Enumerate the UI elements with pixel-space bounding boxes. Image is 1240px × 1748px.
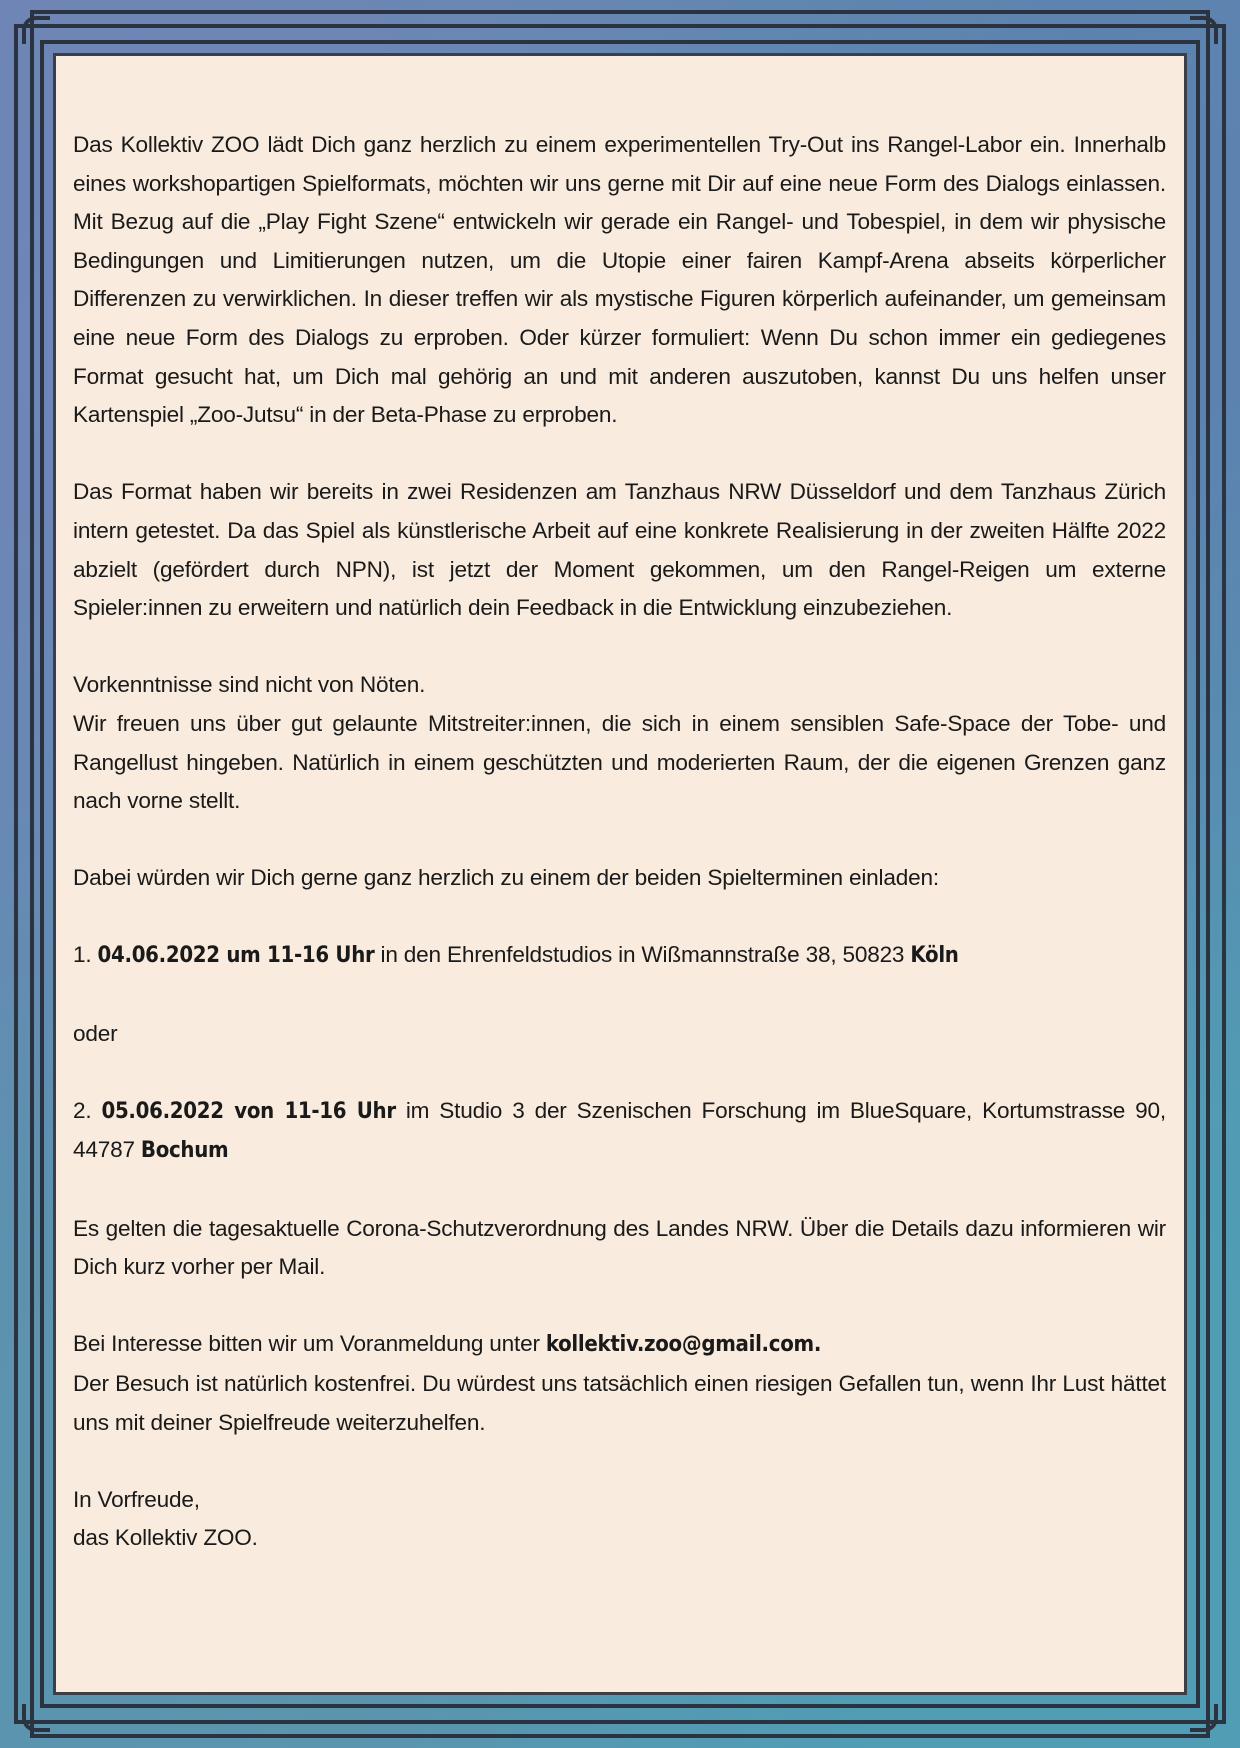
closing-signature: das Kollektiv ZOO. xyxy=(73,1525,258,1551)
date-location: in den Ehrenfeldstudios in Wißmannstraße 38, 50823 xyxy=(374,942,911,968)
corona-paragraph: Es gelten die tagesaktuelle Corona-Schutzverordnung des Landes NRW. Über die Details dazu informieren wir Dich kurz vorher per Mail. xyxy=(73,1215,1166,1280)
free-paragraph: Der Besuch ist natürlich kostenfrei. Du würdest uns tatsächlich einen riesigen Gefallen tun, wenn Ihr Lust hättet uns mit deiner Spielfreude weiterzuhelfen. xyxy=(73,1371,1166,1435)
date-city: Bochum xyxy=(140,1138,229,1164)
date-city: Köln xyxy=(910,943,959,969)
date-time: 04.06.2022 um 11-16 Uhr xyxy=(97,943,375,969)
date-entry-2 xyxy=(73,1092,1166,1171)
date-entry-1 xyxy=(73,936,1166,976)
contact-email: kollektiv.zoo@gmail.com. xyxy=(545,1332,822,1358)
prerequisites-line: Vorkenntnisse sind nicht von Nöten. xyxy=(73,672,426,698)
frame-corner-bottom-left xyxy=(22,1704,50,1732)
closing-line-1: In Vorfreude, xyxy=(73,1486,200,1512)
invite-line: Dabei würden wir Dich gerne ganz herzlich zu einem der beiden Spielterminen einladen: xyxy=(73,865,939,891)
intro-paragraph: Das Kollektiv ZOO lädt Dich ganz herzlich zu einem experimentellen Try-Out ins Rangel-Labor ein. Innerhalb eines workshopartigen Spielformats, möchten wir uns gerne mit Dir auf eine neue Form des Dialogs einlassen. Mit Bezug auf die „Play Fight Szene“ entwickeln wir gerade ein Rangel- und Tobespiel, in dem wir physische Bedingungen und Limitierungen nutzen, um die Utopie einer fairen Kampf-Arena abseits körperlicher Differenzen zu verwirklichen. In dieser treffen wir als mystische Figuren körperlich aufeinander, um gemeinsam eine neue Form des Dialogs zu erproben. Oder kürzer formuliert: Wenn Du schon immer ein gediegenes Format gesucht hat, um Dich mal gehörig an und mit anderen auszutoben, kannst Du uns helfen unser Kartenspiel „Zoo-Jutsu“ in der Beta-Phase zu erproben. xyxy=(73,132,1166,428)
frame-corner-top-left xyxy=(22,16,50,44)
invitation-letter xyxy=(53,53,1187,1695)
date-location: im Studio 3 der Szenischen Forschung im BlueSquare, Kortumstrasse 90, 44787 xyxy=(73,1097,1166,1163)
or-line: oder xyxy=(73,1020,118,1046)
date-number: 2. xyxy=(73,1097,102,1123)
signup-line xyxy=(73,1325,1166,1365)
welcome-paragraph: Wir freuen uns über gut gelaunte Mitstreiter:innen, die sich in einem sensiblen Safe-Space der Tobe- und Rangellust hingeben. Natürlich in einem geschützten und moderierten Raum, der die eigenen Grenzen ganz nach vorne stellt. xyxy=(73,710,1166,814)
frame-corner-top-right xyxy=(1190,16,1218,44)
date-time: 05.06.2022 von 11-16 Uhr xyxy=(101,1098,396,1124)
format-paragraph: Das Format haben wir bereits in zwei Residenzen am Tanzhaus NRW Düsseldorf und dem Tanzhaus Zürich intern getestet. Da das Spiel als künstlerische Arbeit auf eine konkrete Realisierung in der zweiten Hälfte 2022 abzielt (gefördert durch NPN), ist jetzt der Moment gekommen, um den Rangel-Reigen um externe Spieler:innen zu erweitern und natürlich dein Feedback in die Entwicklung einzubeziehen. xyxy=(73,479,1166,621)
date-number: 1. xyxy=(73,942,98,968)
frame-corner-bottom-right xyxy=(1190,1704,1218,1732)
signup-text: Bei Interesse bitten wir um Voranmeldung unter xyxy=(73,1331,546,1357)
